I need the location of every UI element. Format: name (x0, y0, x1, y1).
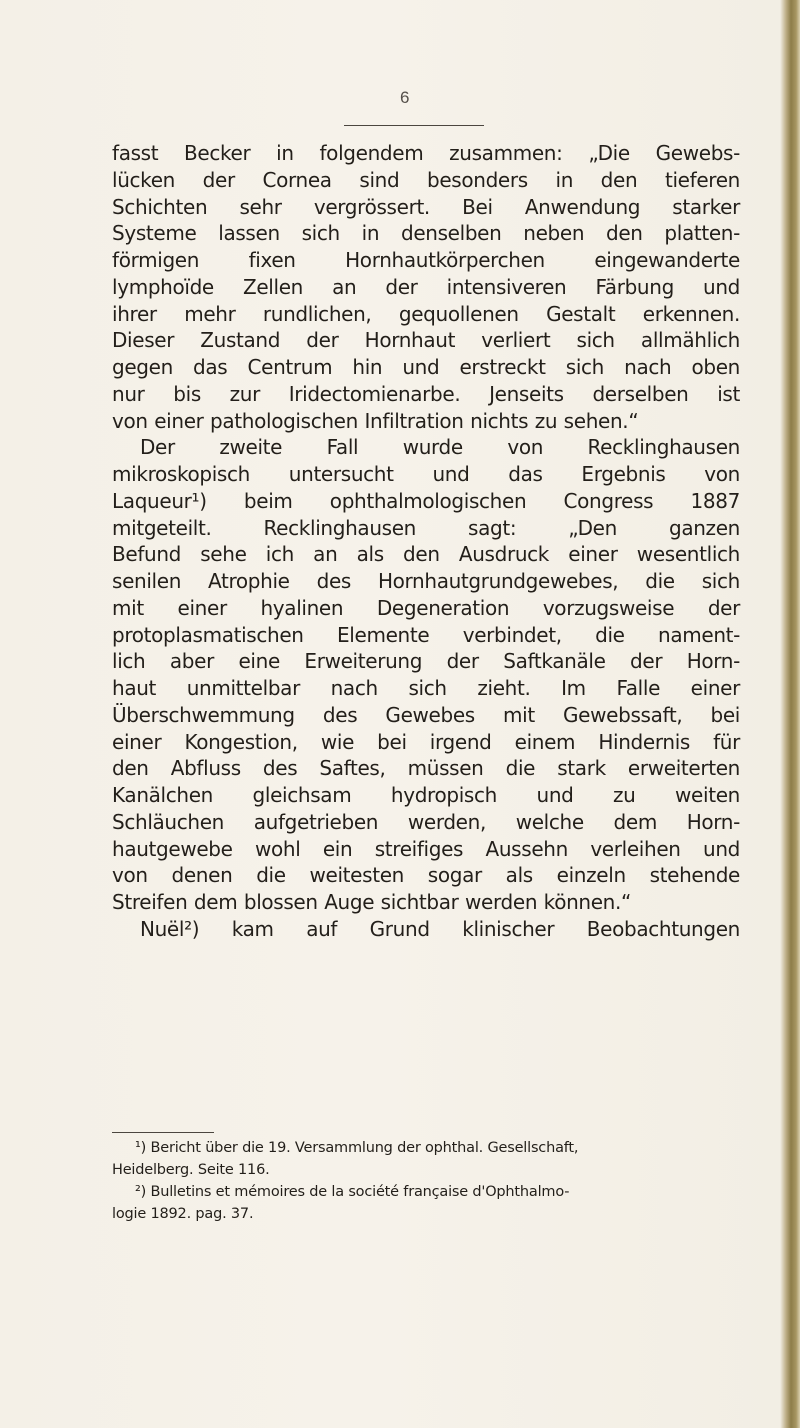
text-line: mitgeteilt. Recklinghausen sagt: „Den ganzen (112, 515, 740, 540)
text-line: förmigen fixen Hornhautkörperchen eingewanderte (112, 248, 740, 272)
footnote-line: ²) Bulletins et mémoires de la société française d'Ophthalmo- (135, 1184, 570, 1200)
page-edge-shadow (780, 0, 800, 1428)
text-line: von denen die weitesten sogar als einzeln stehende (112, 863, 740, 888)
footnote-line: Heidelberg. Seite 116. (112, 1162, 270, 1178)
text-line: den Abfluss des Saftes, müssen die stark erweiterten (112, 756, 740, 781)
text-line: mikroskopisch untersucht und das Ergebnis von (112, 462, 740, 486)
text-line: Streifen dem blossen Auge sichtbar werden können.“ (112, 890, 632, 914)
text-line: ihrer mehr rundlichen, gequollenen Gestalt erkennen. (112, 301, 740, 326)
text-line: Systeme lassen sich in denselben neben den platten- (112, 221, 740, 246)
text-line: lücken der Cornea sind besonders in den tieferen (112, 167, 740, 192)
text-line: fasst Becker in folgendem zusammen: „Die Gewebs- (112, 141, 740, 165)
text-line: protoplasmatischen Elemente verbindet, die nament- (112, 622, 740, 647)
text-line: Schläuchen aufgetrieben werden, welche dem Horn- (112, 809, 740, 834)
text-line: senilen Atrophie des Hornhautgrundgewebes, die sich (112, 569, 740, 593)
text-line: Überschwemmung des Gewebes mit Gewebssaft, bei (112, 702, 740, 727)
text-line: lymphoïde Zellen an der intensiveren Färbung und (112, 274, 740, 299)
text-line: gegen das Centrum hin und erstreckt sich nach oben (112, 355, 740, 379)
text-line: Schichten sehr vergrössert. Bei Anwendung starker (112, 194, 740, 219)
header-rule (344, 125, 484, 126)
main-text (112, 140, 740, 943)
text-line: Laqueur¹) beim ophthalmologischen Congress 1887 (112, 488, 740, 513)
footnote-line: logie 1892. pag. 37. (112, 1206, 254, 1222)
footnotes (112, 1137, 740, 1225)
text-line: Der zweite Fall wurde von Recklinghausen (140, 435, 740, 460)
footnote-rule (112, 1132, 214, 1133)
text-line: Kanälchen gleichsam hydropisch und zu weiten (112, 783, 740, 807)
page-number: 6 (400, 88, 410, 107)
text-line: nur bis zur Iridectomienarbe. Jenseits derselben ist (112, 381, 740, 406)
text-line: von einer pathologischen Infiltration nichts zu sehen.“ (112, 408, 639, 433)
text-line: Befund sehe ich an als den Ausdruck einer wesentlich (112, 542, 740, 567)
footnote-line: ¹) Bericht über die 19. Versammlung der ophthal. Gesellschaft, (135, 1140, 579, 1156)
text-line: mit einer hyalinen Degeneration vorzugsweise der (112, 595, 740, 620)
text-line: einer Kongestion, wie bei irgend einem Hindernis für (112, 729, 740, 754)
text-line: lich aber eine Erweiterung der Saftkanäle der Horn- (112, 649, 740, 674)
text-line: haut unmittelbar nach sich zieht. Im Falle einer (112, 676, 740, 700)
text-line: Dieser Zustand der Hornhaut verliert sich allmählich (112, 328, 740, 353)
text-line: Nuël²) kam auf Grund klinischer Beobachtungen (140, 916, 740, 941)
text-line: hautgewebe wohl ein streifiges Aussehn verleihen und (112, 836, 740, 861)
